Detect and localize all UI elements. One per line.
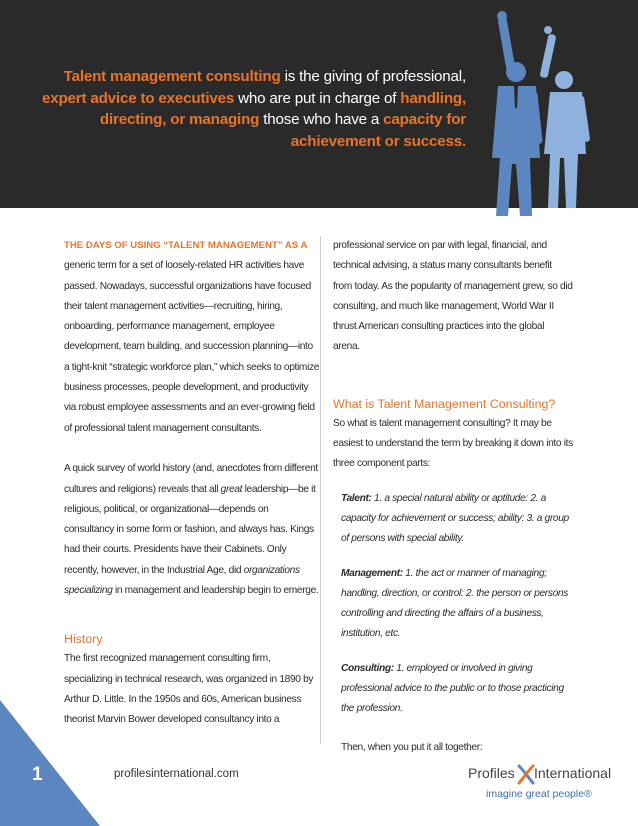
management-definition [333, 564, 573, 645]
consulting-growth-paragraph: professional service on par with legal, financial, and technical advising, a status many consultants benefit from today. As the popularity of management grew, so did consulting, and much like management, World War II thrust American consulting practices into the global arena. [333, 240, 573, 353]
right-column [333, 236, 573, 758]
talent-def-text: 1. a special natural ability or aptitude: 2. a capacity for achievement or success; ability: 3. a group of persons with special ability. [341, 492, 569, 545]
history-paragraph: The first recognized management consulting firm, specializing in technical research, was organized in 1890 by Arthur D. Little. In the 1950s and 60s, American business theorist Marvin Bower developed consultancy into a [64, 653, 314, 726]
talent-definition [333, 489, 573, 550]
quote-part-2: expert advice to executives [41, 89, 235, 107]
intro-paragraph [64, 236, 320, 439]
quote-part-4: handling, directing, or managing [99, 89, 466, 129]
column-divider [320, 236, 321, 744]
survey-c: in management and leadership begin to emerge. [112, 585, 319, 597]
quote-part-1: is the giving of professional, [280, 68, 466, 85]
what-is-paragraph: So what is talent management consulting? It may be easiest to understand the term by breaking it down into its three component parts: [333, 417, 573, 470]
header-banner [0, 0, 638, 208]
page-corner-triangle [0, 700, 100, 826]
survey-em-orgs: organizations specializing [64, 564, 300, 597]
consulting-def-text: 1. employed or involved in giving professional advice to the public or to those practicing the profession. [341, 662, 564, 715]
quote-part-3: who are put in charge of [234, 89, 401, 107]
profiles-international-logo [466, 764, 616, 808]
quote-part-5: those who have a [259, 111, 384, 129]
survey-a: A quick survey of world history (and, anecdotes from different cultures and religions) reveals that all [64, 463, 318, 495]
management-term: Management: [341, 567, 403, 579]
left-column [64, 236, 320, 731]
header-quote [40, 66, 466, 152]
logo-text-international: International [534, 765, 612, 781]
consulting-term: Consulting: [341, 662, 394, 674]
history-survey-paragraph [64, 459, 320, 601]
footer-url-link[interactable]: profilesinternational.com [114, 768, 239, 780]
intro-rest: generic term for a set of loosely-related HR activities have passed. Nowadays, successful organizations have focused their talent management activities—recruiting, hiring, onboarding, performance management, employee development, team building, and succession planning—into a tight-knit “strategic workforce plan,” which seeks to optimize business processes, people development, and productivity via robust employee assessments and an ever-growing field of professional talent management consultants. [64, 260, 320, 434]
management-def-text: 1. the act or manner of managing; handling, direction, or control: 2. the person or persons controlling and directing the affairs of a business, institution, etc. [341, 567, 568, 640]
page-number: 1 [32, 764, 43, 785]
logo-tagline: imagine great people® [486, 788, 592, 800]
history-heading: History [64, 632, 103, 647]
businessmen-pointing-illustration [458, 8, 618, 218]
talent-term: Talent: [341, 492, 372, 504]
intro-lead-caps: THE DAYS OF USING “TALENT MANAGEMENT” AS A [64, 240, 308, 251]
survey-b: leadership—be it religious, political, or organizational—depends on consultancy in some form or fashion, and always has. Kings had their courts. Presidents have their Cabinets. Only recently, however, in the Industrial Age, did [64, 483, 316, 576]
quote-part-6: capacity for achievement or success. [290, 111, 466, 150]
together-paragraph: Then, when you put it all together: [341, 741, 483, 753]
what-is-heading: What is Talent Management Consulting? [333, 396, 556, 411]
logo-text-profiles: Profiles [468, 765, 515, 781]
survey-em-great: great [220, 483, 243, 495]
quote-part-0: Talent management consulting [63, 68, 281, 85]
consulting-definition [333, 659, 573, 720]
